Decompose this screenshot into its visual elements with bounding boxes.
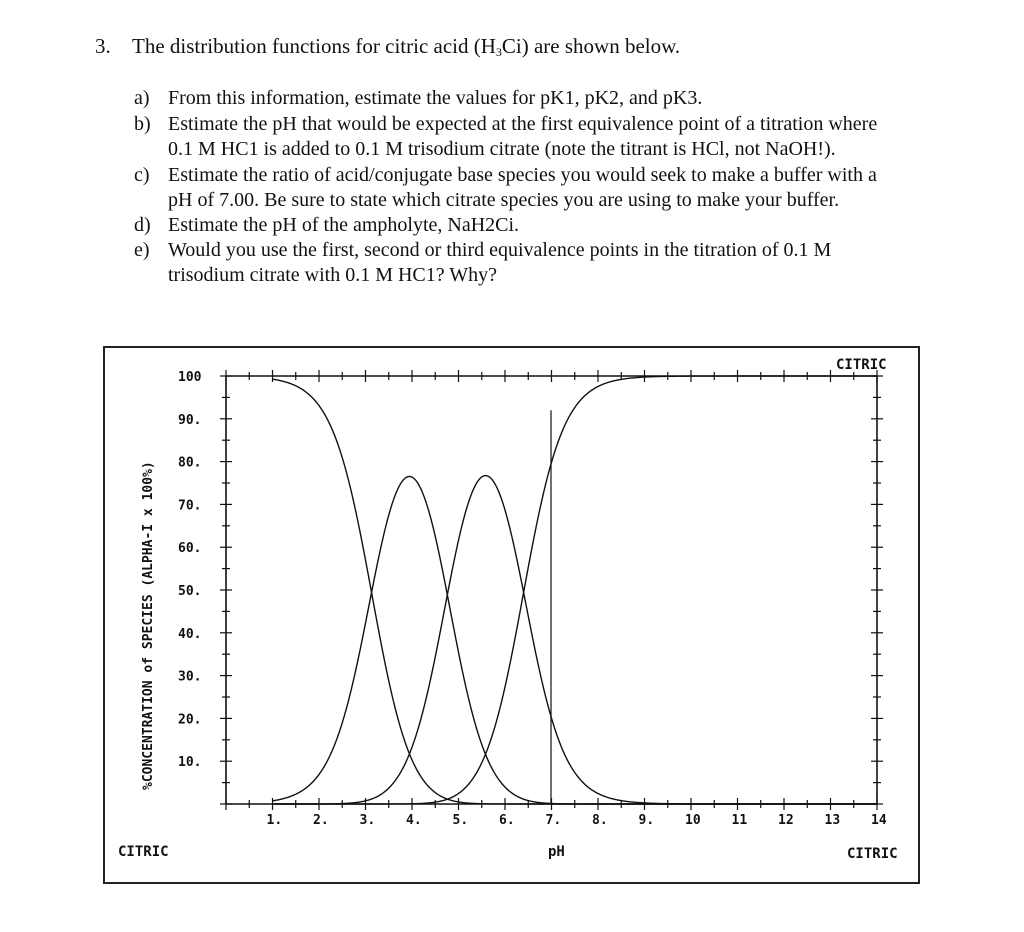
x-tick-label: 8. xyxy=(592,813,608,828)
part-line: trisodium citrate with 0.1 M HC1? Why? xyxy=(168,264,498,286)
x-tick-label: 14 xyxy=(871,813,887,828)
x-tick-label: 12 xyxy=(778,813,794,828)
curve-h2ci xyxy=(273,476,878,804)
x-tick-label: 7. xyxy=(545,813,562,828)
part-line: From this information, estimate the values for pK1, pK2, and pK3. xyxy=(168,87,703,109)
part-line: Estimate the pH of the ampholyte, NaH2Ci. xyxy=(168,214,520,236)
y-axis-label: %CONCENTRATION of SPECIES (ALPHA-I x 100%) xyxy=(141,461,156,790)
part-label: a) xyxy=(134,87,150,109)
x-tick-label: 13 xyxy=(824,813,841,828)
x-tick-label: 11 xyxy=(731,813,748,828)
part-line: Estimate the ratio of acid/conjugate base species you would seek to make a buffer with a xyxy=(168,164,877,186)
y-tick-label: 70. xyxy=(178,498,202,514)
question-number: 3. xyxy=(95,34,111,58)
y-tick-label: 50. xyxy=(178,584,202,599)
chart-footer-right: CITRIC xyxy=(847,846,898,862)
y-tick-label: 90. xyxy=(178,412,202,428)
part-label: c) xyxy=(134,164,150,186)
x-tick-label: 3. xyxy=(359,813,376,828)
y-tick-label: 60. xyxy=(178,541,202,557)
y-tick-label: 40. xyxy=(178,626,202,642)
y-tick-label: 100 xyxy=(178,370,202,385)
y-tick-label: 10. xyxy=(178,755,202,771)
part-line: Would you use the first, second or third equivalence points in the titration of 0.1 M xyxy=(168,239,832,261)
part-label: b) xyxy=(134,113,151,135)
part-line: Estimate the pH that would be expected at the first equivalence point of a titration where xyxy=(168,113,878,135)
part-line: pH of 7.00. Be sure to state which citrate species you are using to make your buffer. xyxy=(168,189,840,211)
chart-footer-left: CITRIC xyxy=(118,844,169,860)
stem-text: The distribution functions for citric acid (H xyxy=(132,34,496,58)
part-label: d) xyxy=(134,214,151,236)
y-tick-label: 80. xyxy=(178,455,202,471)
x-tick-label: 2. xyxy=(313,813,329,828)
x-tick-label: 5. xyxy=(452,813,469,828)
x-axis-label: pH xyxy=(548,844,565,860)
part-label: e) xyxy=(134,239,150,261)
x-tick-label: 1. xyxy=(266,813,283,828)
y-tick-label: 30. xyxy=(178,669,202,685)
curve-h3ci xyxy=(273,379,878,804)
x-tick-label: 9. xyxy=(638,813,655,828)
curve-hci xyxy=(273,476,878,804)
y-tick-label: 20. xyxy=(178,712,202,728)
chart-title: CITRIC xyxy=(836,357,887,373)
curve-ci xyxy=(273,376,878,804)
x-tick-label: 6. xyxy=(499,813,515,828)
x-tick-label: 10 xyxy=(685,813,701,828)
part-line: 0.1 M HC1 is added to 0.1 M trisodium citrate (note the titrant is HCl, not NaOH!). xyxy=(168,138,836,160)
stem-text-end: Ci) are shown below. xyxy=(501,34,681,58)
x-tick-label: 4. xyxy=(406,813,422,828)
stem-subscript: 3 xyxy=(495,45,502,59)
